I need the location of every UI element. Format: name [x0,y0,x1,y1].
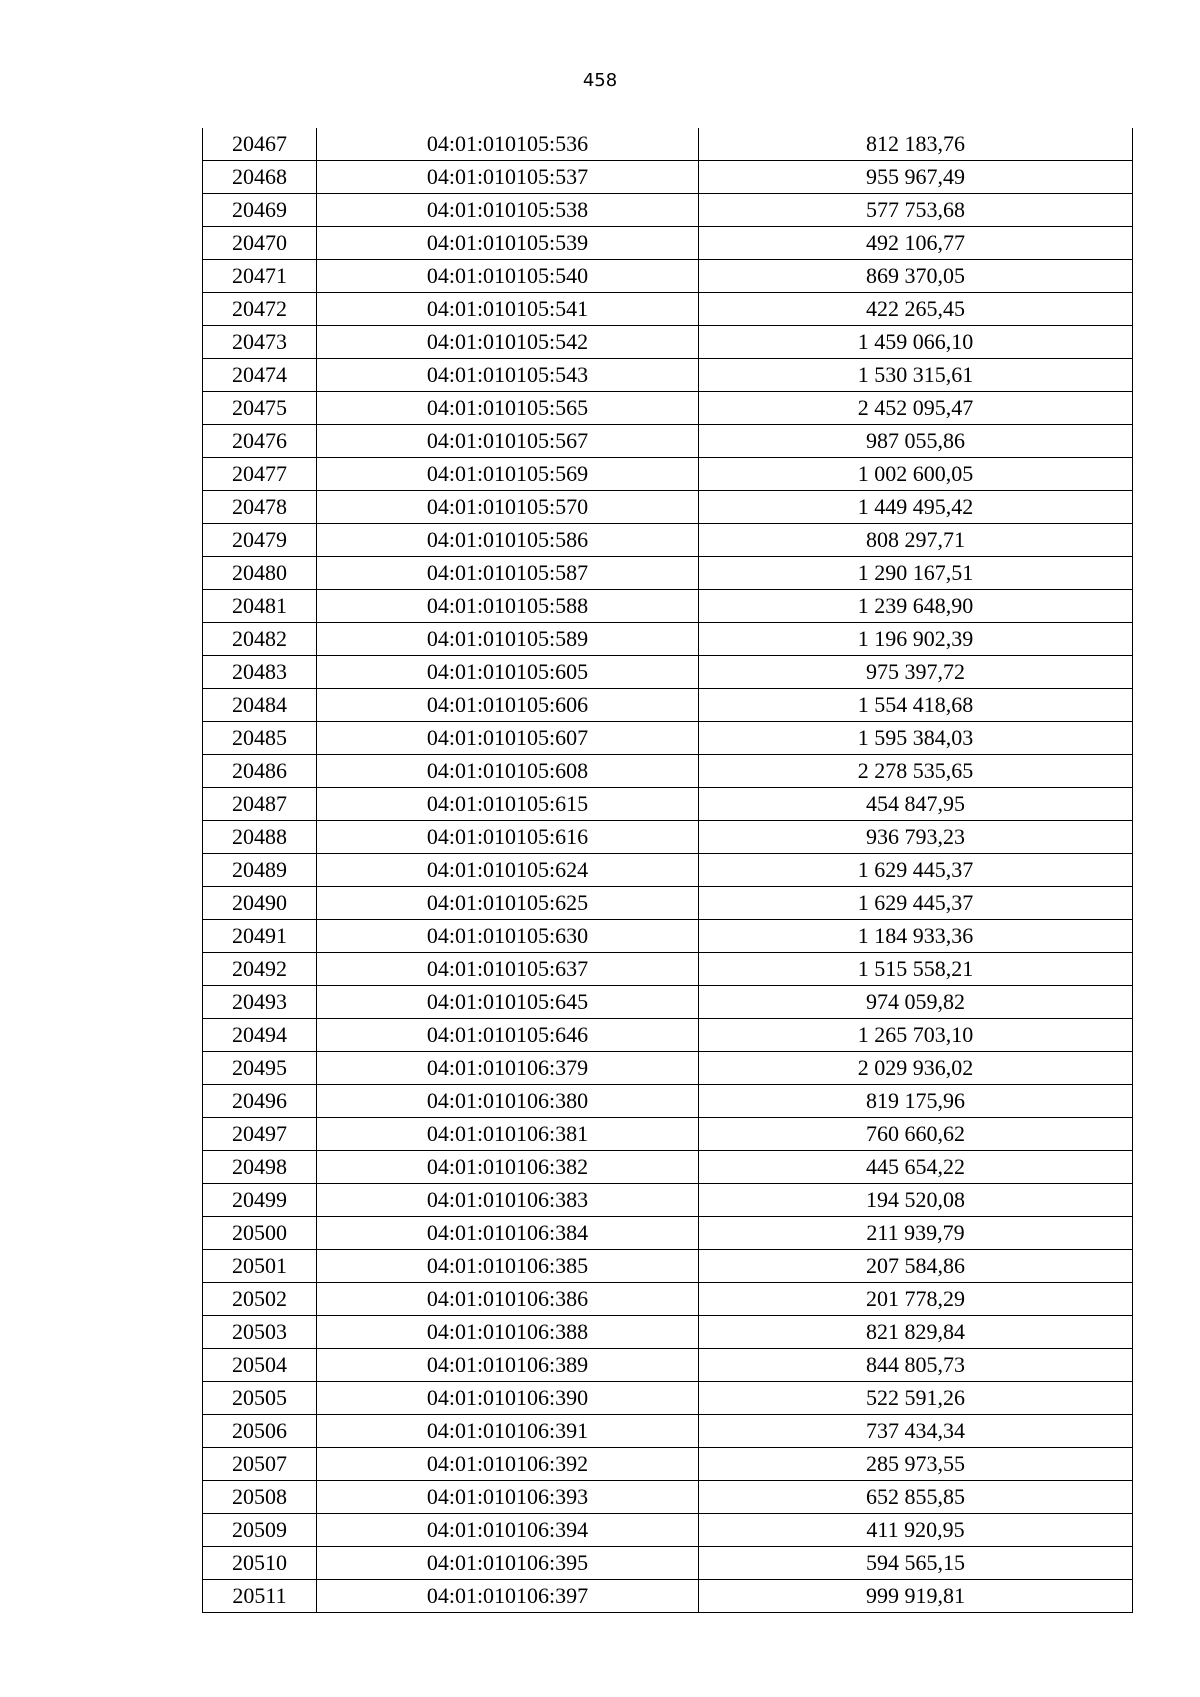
cadastral-value-cell: 1 002 600,05 [699,458,1133,491]
table-row [203,920,1133,953]
table-row [203,1019,1133,1052]
row-number-cell: 20507 [203,1448,317,1481]
cadastral-value-cell: 975 397,72 [699,656,1133,689]
row-number-cell: 20490 [203,887,317,920]
cadastral-number-cell: 04:01:010106:383 [317,1184,699,1217]
table-row [203,1250,1133,1283]
table-row [203,194,1133,227]
row-number-cell: 20491 [203,920,317,953]
cadastral-number-cell: 04:01:010105:567 [317,425,699,458]
cadastral-number-cell: 04:01:010106:386 [317,1283,699,1316]
cadastral-number-cell: 04:01:010105:538 [317,194,699,227]
cadastral-number-cell: 04:01:010106:381 [317,1118,699,1151]
row-number-cell: 20501 [203,1250,317,1283]
row-number-cell: 20488 [203,821,317,854]
cadastral-number-cell: 04:01:010106:385 [317,1250,699,1283]
table-row [203,1448,1133,1481]
table-row [203,1547,1133,1580]
row-number-cell: 20504 [203,1349,317,1382]
cadastral-number-cell: 04:01:010106:394 [317,1514,699,1547]
cadastral-value-cell: 760 660,62 [699,1118,1133,1151]
table-row [203,788,1133,821]
table-row [203,1580,1133,1613]
table-row [203,557,1133,590]
row-number-cell: 20500 [203,1217,317,1250]
table-row [203,623,1133,656]
row-number-cell: 20472 [203,293,317,326]
cadastral-number-cell: 04:01:010105:543 [317,359,699,392]
cadastral-value-cell: 821 829,84 [699,1316,1133,1349]
cadastral-value-cell: 652 855,85 [699,1481,1133,1514]
table-row [203,1151,1133,1184]
cadastral-number-cell: 04:01:010105:616 [317,821,699,854]
cadastral-value-cell: 445 654,22 [699,1151,1133,1184]
cadastral-number-cell: 04:01:010105:646 [317,1019,699,1052]
cadastral-number-cell: 04:01:010105:630 [317,920,699,953]
row-number-cell: 20482 [203,623,317,656]
row-number-cell: 20503 [203,1316,317,1349]
cadastral-value-cell: 2 278 535,65 [699,755,1133,788]
row-number-cell: 20506 [203,1415,317,1448]
table-row [203,1052,1133,1085]
cadastral-number-cell: 04:01:010106:391 [317,1415,699,1448]
row-number-cell: 20478 [203,491,317,524]
cadastral-value-cell: 194 520,08 [699,1184,1133,1217]
cadastral-value-cell: 1 184 933,36 [699,920,1133,953]
cadastral-number-cell: 04:01:010106:379 [317,1052,699,1085]
cadastral-number-cell: 04:01:010105:537 [317,161,699,194]
cadastral-value-cell: 577 753,68 [699,194,1133,227]
cadastral-value-cell: 1 449 495,42 [699,491,1133,524]
cadastral-value-cell: 422 265,45 [699,293,1133,326]
cadastral-value-cell: 1 554 418,68 [699,689,1133,722]
table-row [203,953,1133,986]
table-row [203,260,1133,293]
cadastral-value-cell: 812 183,76 [699,128,1133,161]
row-number-cell: 20487 [203,788,317,821]
table-row [203,128,1133,161]
row-number-cell: 20510 [203,1547,317,1580]
table-row [203,1118,1133,1151]
table-row [203,392,1133,425]
cadastral-number-cell: 04:01:010105:587 [317,557,699,590]
table-row [203,887,1133,920]
cadastral-number-cell: 04:01:010105:539 [317,227,699,260]
cadastral-number-cell: 04:01:010105:637 [317,953,699,986]
cadastral-value-cell: 1 629 445,37 [699,854,1133,887]
cadastral-value-cell: 2 029 936,02 [699,1052,1133,1085]
table-row [203,755,1133,788]
table-row [203,227,1133,260]
cadastral-value-cell: 1 629 445,37 [699,887,1133,920]
cadastral-value-cell: 2 452 095,47 [699,392,1133,425]
cadastral-number-cell: 04:01:010106:382 [317,1151,699,1184]
cadastral-value-cell: 737 434,34 [699,1415,1133,1448]
cadastral-value-cell: 207 584,86 [699,1250,1133,1283]
table-row [203,1481,1133,1514]
table-row [203,161,1133,194]
table-row [203,722,1133,755]
cadastral-value-cell: 974 059,82 [699,986,1133,1019]
cadastral-value-cell: 844 805,73 [699,1349,1133,1382]
cadastral-number-cell: 04:01:010106:390 [317,1382,699,1415]
row-number-cell: 20496 [203,1085,317,1118]
cadastral-number-cell: 04:01:010106:395 [317,1547,699,1580]
table-row [203,1349,1133,1382]
row-number-cell: 20476 [203,425,317,458]
cadastral-number-cell: 04:01:010105:606 [317,689,699,722]
row-number-cell: 20492 [203,953,317,986]
row-number-cell: 20481 [203,590,317,623]
cadastral-number-cell: 04:01:010105:588 [317,590,699,623]
cadastral-value-cell: 211 939,79 [699,1217,1133,1250]
cadastral-value-cell: 522 591,26 [699,1382,1133,1415]
table-row [203,524,1133,557]
table-row [203,1514,1133,1547]
cadastral-number-cell: 04:01:010106:384 [317,1217,699,1250]
table-row [203,293,1133,326]
row-number-cell: 20493 [203,986,317,1019]
cadastral-number-cell: 04:01:010105:589 [317,623,699,656]
table-row [203,1382,1133,1415]
table-row [203,689,1133,722]
cadastral-number-cell: 04:01:010105:540 [317,260,699,293]
cadastral-number-cell: 04:01:010105:645 [317,986,699,1019]
page-number: 458 [582,70,618,91]
cadastral-value-cell: 819 175,96 [699,1085,1133,1118]
row-number-cell: 20479 [203,524,317,557]
cadastral-number-cell: 04:01:010105:541 [317,293,699,326]
cadastral-value-cell: 936 793,23 [699,821,1133,854]
table-row [203,1283,1133,1316]
cadastral-value-table [202,128,1133,1613]
row-number-cell: 20474 [203,359,317,392]
row-number-cell: 20475 [203,392,317,425]
row-number-cell: 20480 [203,557,317,590]
table-row [203,1184,1133,1217]
row-number-cell: 20468 [203,161,317,194]
row-number-cell: 20489 [203,854,317,887]
table-row [203,491,1133,524]
row-number-cell: 20486 [203,755,317,788]
cadastral-number-cell: 04:01:010105:624 [317,854,699,887]
cadastral-value-cell: 1 265 703,10 [699,1019,1133,1052]
cadastral-value-cell: 454 847,95 [699,788,1133,821]
table-row [203,854,1133,887]
row-number-cell: 20471 [203,260,317,293]
table-row [203,1085,1133,1118]
table-row [203,425,1133,458]
cadastral-number-cell: 04:01:010105:570 [317,491,699,524]
row-number-cell: 20495 [203,1052,317,1085]
table-row [203,590,1133,623]
cadastral-number-cell: 04:01:010106:380 [317,1085,699,1118]
cadastral-number-cell: 04:01:010106:397 [317,1580,699,1613]
cadastral-value-cell: 1 595 384,03 [699,722,1133,755]
cadastral-value-cell: 285 973,55 [699,1448,1133,1481]
table-row [203,359,1133,392]
row-number-cell: 20467 [203,128,317,161]
cadastral-number-cell: 04:01:010105:586 [317,524,699,557]
cadastral-number-cell: 04:01:010106:388 [317,1316,699,1349]
row-number-cell: 20483 [203,656,317,689]
table-row [203,821,1133,854]
row-number-cell: 20499 [203,1184,317,1217]
cadastral-value-cell: 1 530 315,61 [699,359,1133,392]
cadastral-value-cell: 808 297,71 [699,524,1133,557]
row-number-cell: 20470 [203,227,317,260]
cadastral-number-cell: 04:01:010105:569 [317,458,699,491]
row-number-cell: 20484 [203,689,317,722]
table-row [203,326,1133,359]
cadastral-number-cell: 04:01:010105:615 [317,788,699,821]
row-number-cell: 20494 [203,1019,317,1052]
cadastral-number-cell: 04:01:010105:608 [317,755,699,788]
row-number-cell: 20497 [203,1118,317,1151]
row-number-cell: 20477 [203,458,317,491]
table-row [203,1217,1133,1250]
table-row [203,1415,1133,1448]
cadastral-value-cell: 492 106,77 [699,227,1133,260]
row-number-cell: 20502 [203,1283,317,1316]
cadastral-value-cell: 201 778,29 [699,1283,1133,1316]
cadastral-value-cell: 1 239 648,90 [699,590,1133,623]
cadastral-value-cell: 955 967,49 [699,161,1133,194]
cadastral-value-cell: 1 515 558,21 [699,953,1133,986]
cadastral-value-cell: 594 565,15 [699,1547,1133,1580]
table-row [203,656,1133,689]
cadastral-number-cell: 04:01:010105:605 [317,656,699,689]
row-number-cell: 20469 [203,194,317,227]
row-number-cell: 20509 [203,1514,317,1547]
cadastral-number-cell: 04:01:010105:542 [317,326,699,359]
cadastral-number-cell: 04:01:010106:392 [317,1448,699,1481]
cadastral-number-cell: 04:01:010105:607 [317,722,699,755]
cadastral-number-cell: 04:01:010106:389 [317,1349,699,1382]
cadastral-value-table-container [202,128,1133,1613]
table-body [203,128,1133,1613]
row-number-cell: 20508 [203,1481,317,1514]
table-row [203,1316,1133,1349]
cadastral-number-cell: 04:01:010106:393 [317,1481,699,1514]
cadastral-value-cell: 869 370,05 [699,260,1133,293]
cadastral-number-cell: 04:01:010105:536 [317,128,699,161]
cadastral-value-cell: 987 055,86 [699,425,1133,458]
cadastral-value-cell: 999 919,81 [699,1580,1133,1613]
table-row [203,986,1133,1019]
row-number-cell: 20498 [203,1151,317,1184]
cadastral-value-cell: 1 459 066,10 [699,326,1133,359]
cadastral-value-cell: 1 196 902,39 [699,623,1133,656]
row-number-cell: 20485 [203,722,317,755]
cadastral-number-cell: 04:01:010105:625 [317,887,699,920]
row-number-cell: 20505 [203,1382,317,1415]
cadastral-value-cell: 1 290 167,51 [699,557,1133,590]
cadastral-number-cell: 04:01:010105:565 [317,392,699,425]
row-number-cell: 20511 [203,1580,317,1613]
cadastral-value-cell: 411 920,95 [699,1514,1133,1547]
row-number-cell: 20473 [203,326,317,359]
table-row [203,458,1133,491]
